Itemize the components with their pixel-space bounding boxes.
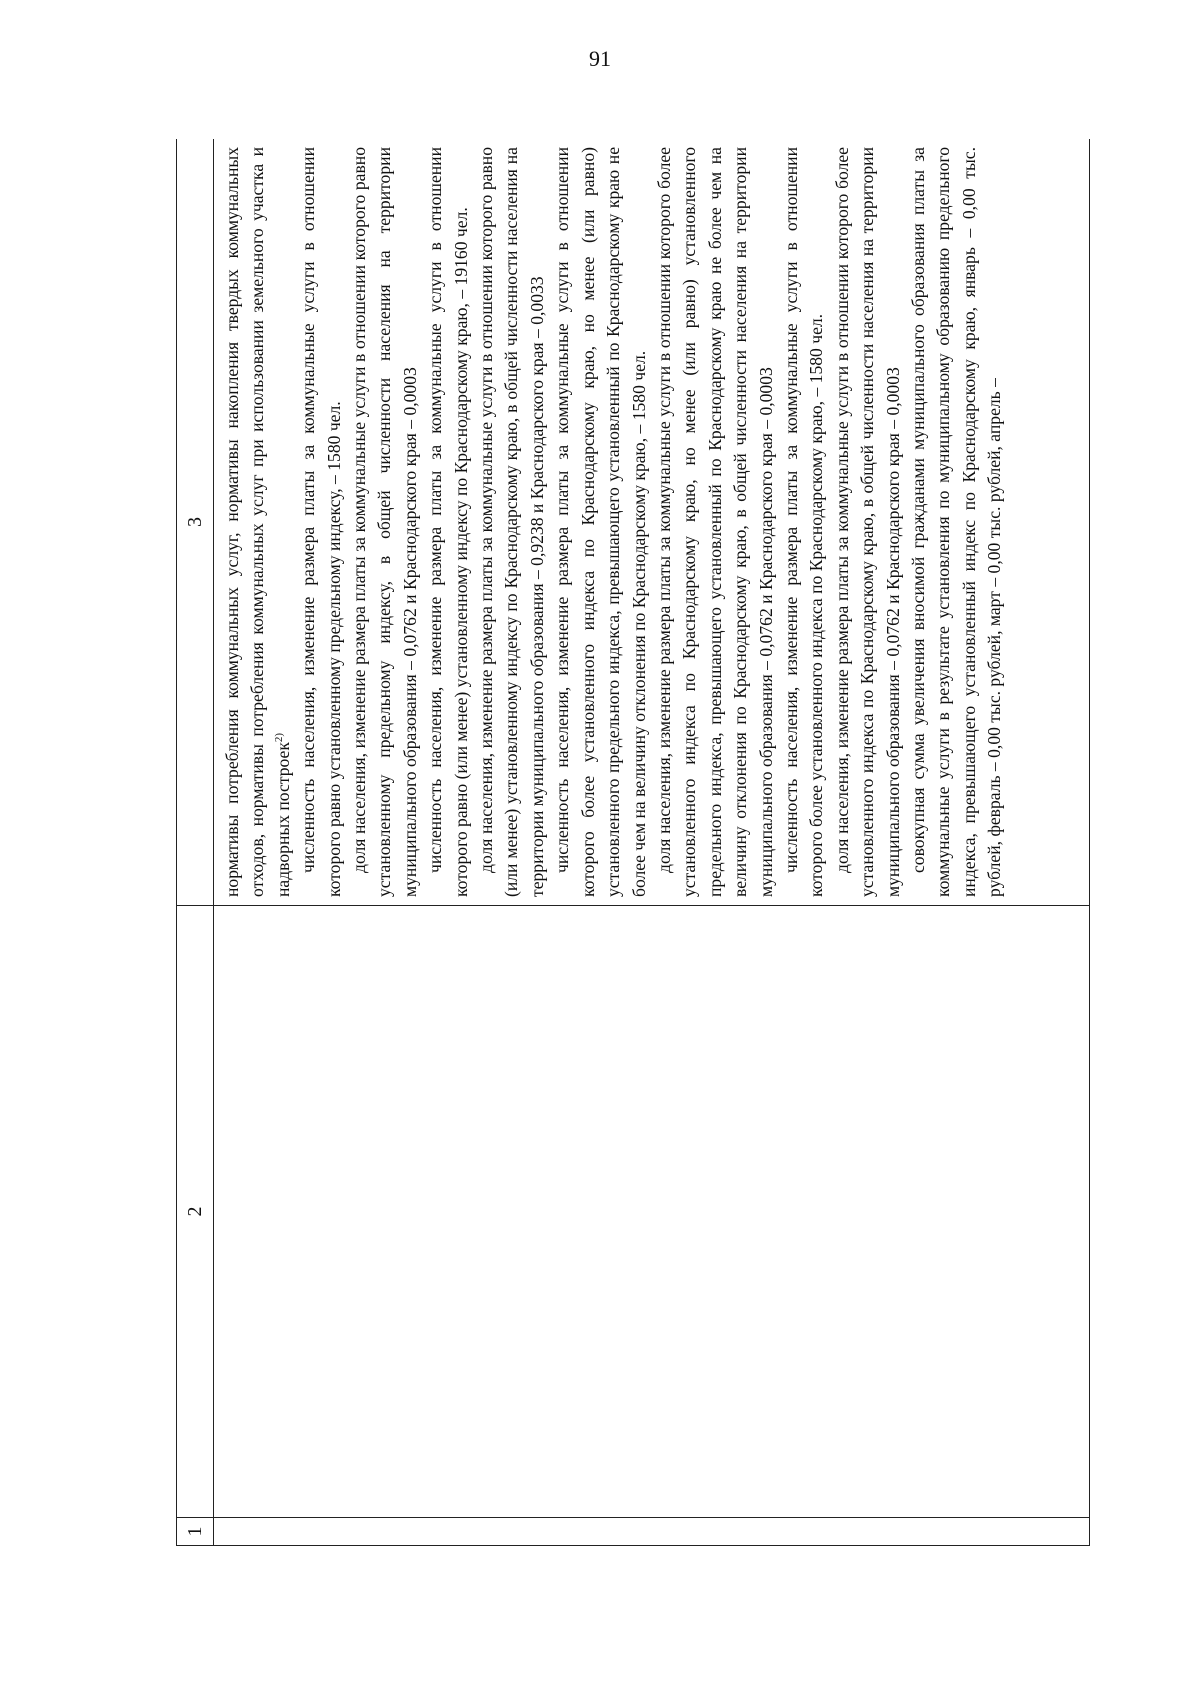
table-row [214, 139, 1090, 1546]
paragraph: доля населения, изменение размера платы за коммунальные услуги в отношении которого более установленного индекса по Краснодарскому краю, в общей численности населения на территории муниципального образования – 0,0762 и Краснодарского края – 0,0003 [831, 147, 903, 897]
paragraph: численность населения, изменение размера платы за коммунальные услуги в отношении которого равно установленному предельному индексу, – 1580 чел. [298, 147, 344, 897]
cell-col-3 [214, 139, 1090, 906]
cell-col-3-text [214, 139, 1008, 905]
cell-col-1 [214, 1518, 1090, 1546]
paragraph: численность населения, изменение размера платы за коммунальные услуги в отношении которого более установленного индекса по Краснодарскому краю, но менее (или равно) установленного предельного индекса, превышающего установленный по Краснодарскому краю не более чем на величину отклонения по Краснодарскому краю, – 1580 чел. [552, 147, 649, 897]
paragraph: численность населения, изменение размера платы за коммунальные услуги в отношении которого более установленного индекса по Краснодарскому краю, – 1580 чел. [780, 147, 827, 897]
page-number: 91 [589, 46, 611, 71]
header-col-1: 1 [177, 1518, 214, 1546]
cell-col-2 [214, 906, 1090, 1518]
table-frame [176, 139, 1090, 1546]
paragraph: численность населения, изменение размера платы за коммунальные услуги в отношении которого равно (или менее) установленному индексу по Краснодарскому краю, – 19160 чел. [425, 147, 471, 897]
header-col-2: 2 [177, 906, 214, 1518]
paragraph: совокупная сумма увеличения вносимой гражданами муниципального образования платы за коммунальные услуги в результате установления по муниципальному образованию предельного индекса, превышающего установленный индекс по Краснодарскому краю, январь – 0,00 тыс. рублей, февраль – 0,00 тыс. рублей, март – 0,00 тыс. рублей, апрель – [907, 147, 1005, 897]
data-table [176, 139, 1090, 1546]
rotated-table-wrapper [176, 139, 1090, 1546]
table-header-row [177, 139, 214, 1546]
header-col-3: 3 [177, 139, 214, 906]
paragraph: доля населения, изменение размера платы за коммунальные услуги в отношении которого равно установленному предельному индексу, в общей численности населения на территории муниципального образования – 0,0762 и Краснодарского края – 0,0003 [349, 147, 420, 897]
paragraph: доля населения, изменение размера платы за коммунальные услуги в отношении которого равно (или менее) установленному индексу по Краснодарскому краю, в общей численности населения на территории муниципального образования – 0,9238 и Краснодарского края – 0,0033 [476, 147, 547, 897]
paragraph: доля населения, изменение размера платы за коммунальные услуги в отношении которого более установленного индекса по Краснодарскому краю, но менее (или равно) установленного предельного индекса, превышающего установленный по Краснодарскому краю не более чем на величину отклонения по Краснодарскому краю, в общей численности населения на территории муниципального образования – 0,0762 и Краснодарского края – 0,0003 [653, 147, 776, 897]
footnote-mark: 2) [272, 732, 285, 743]
paragraph: нормативы потребления коммунальных услуг, нормативы накопления твердых коммунальных отходов, нормативы потребления коммунальных услуг при использовании земельного участка и надворных построек$^{2)}$ [222, 147, 293, 897]
